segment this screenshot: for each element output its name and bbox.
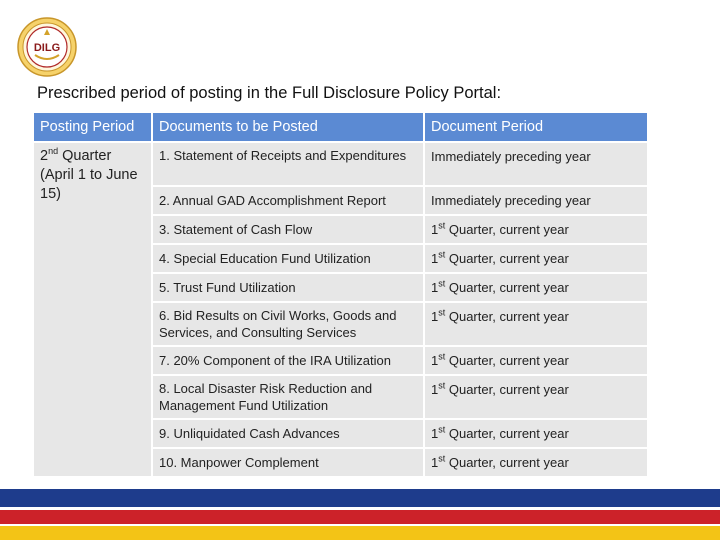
quarter-sup: nd (48, 146, 59, 157)
quarter-word: Quarter (58, 148, 112, 164)
doc-cell: 9. Unliquidated Cash Advances (153, 420, 423, 447)
period-sup: st (438, 380, 446, 391)
period-rest: Quarter, current year (445, 353, 569, 368)
period-num: 1 (431, 353, 439, 368)
period-rest: Quarter, current year (445, 426, 569, 441)
period-num: 1 (431, 309, 439, 324)
period-num: 1 (431, 382, 439, 397)
period-rest: Quarter, current year (445, 222, 569, 237)
dilg-logo-icon (17, 17, 77, 77)
period-cell (425, 274, 647, 301)
period-sup: st (438, 307, 446, 318)
doc-cell: 10. Manpower Complement (153, 449, 423, 476)
quarter-num: 2 (40, 148, 49, 164)
posting-period-cell (34, 143, 151, 476)
period-sup: st (438, 424, 446, 435)
period-cell (425, 347, 647, 374)
table-header-row (34, 113, 647, 141)
header-documents: Documents to be Posted (153, 113, 423, 141)
header-posting-period: Posting Period (34, 113, 151, 141)
period-sup: st (438, 220, 446, 231)
period-num: 1 (431, 251, 439, 266)
period-sup: st (438, 249, 446, 260)
doc-cell: 3. Statement of Cash Flow (153, 216, 423, 243)
period-num: 1 (431, 280, 439, 295)
period-cell (425, 303, 647, 345)
period-rest: Quarter, current year (445, 309, 569, 324)
quarter-range: (April 1 to June 15) (40, 167, 138, 202)
period-rest: Quarter, current year (445, 251, 569, 266)
stripe-red (0, 510, 720, 524)
period-num: 1 (431, 222, 439, 237)
period-sup: st (438, 278, 446, 289)
period-sup: st (438, 351, 446, 362)
stripe-yellow (0, 526, 720, 540)
posting-period-table (32, 111, 649, 478)
period-cell: Immediately preceding year (425, 143, 647, 185)
doc-cell: 6. Bid Results on Civil Works, Goods and Services, and Consulting Services (153, 303, 423, 345)
period-cell (425, 449, 647, 476)
period-rest: Quarter, current year (445, 382, 569, 397)
stripe-blue (0, 489, 720, 507)
doc-cell: 2. Annual GAD Accomplishment Report (153, 187, 423, 214)
period-rest: Quarter, current year (445, 455, 569, 470)
doc-cell: 5. Trust Fund Utilization (153, 274, 423, 301)
header-document-period: Document Period (425, 113, 647, 141)
page-title: Prescribed period of posting in the Full Disclosure Policy Portal: (37, 84, 502, 102)
period-sup: st (438, 453, 446, 464)
doc-cell: 8. Local Disaster Risk Reduction and Management Fund Utilization (153, 376, 423, 418)
logo-text: DILG (33, 42, 61, 54)
doc-cell: 1. Statement of Receipts and Expenditures (153, 143, 423, 185)
period-cell (425, 376, 647, 418)
table-row (34, 143, 647, 185)
period-rest: Quarter, current year (445, 280, 569, 295)
period-cell (425, 245, 647, 272)
period-num: 1 (431, 455, 439, 470)
period-cell (425, 216, 647, 243)
flag-stripes (0, 489, 720, 540)
period-num: 1 (431, 426, 439, 441)
doc-cell: 7. 20% Component of the IRA Utilization (153, 347, 423, 374)
period-cell: Immediately preceding year (425, 187, 647, 214)
period-cell (425, 420, 647, 447)
doc-cell: 4. Special Education Fund Utilization (153, 245, 423, 272)
